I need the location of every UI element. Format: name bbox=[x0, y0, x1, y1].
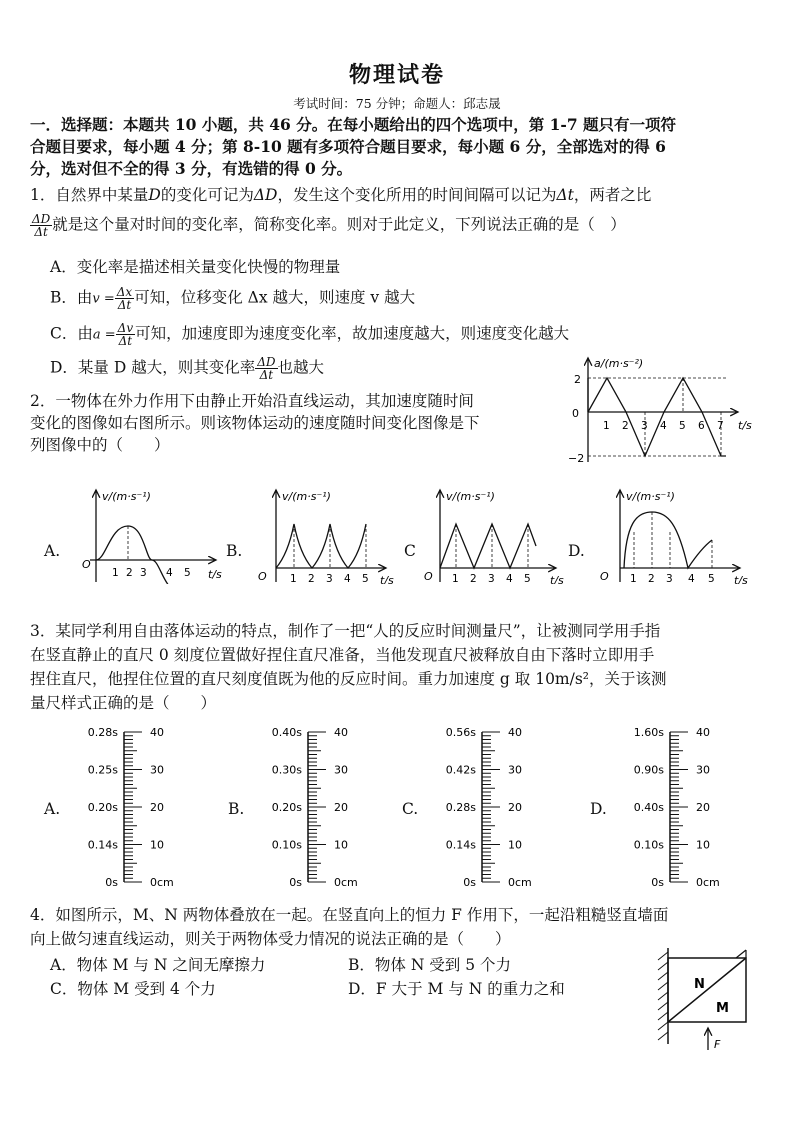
q4-option-b: B．物体 N 受到 5 个力 bbox=[348, 956, 512, 974]
svg-text:4: 4 bbox=[506, 573, 513, 584]
q2-option-b-label: B. bbox=[226, 542, 243, 560]
q4-stem-line1: 4．如图所示，M、N 两物体叠放在一起。在竖直向上的恒力 F 作用下，一起沿粗糙竖直墙面 bbox=[30, 906, 669, 924]
ruler-cm-label: 30 bbox=[508, 763, 522, 777]
ruler-cm-label: 30 bbox=[696, 763, 710, 777]
svg-text:1: 1 bbox=[112, 567, 119, 579]
ruler-cm-label: 10 bbox=[334, 838, 348, 852]
ruler-time-label: 0.10s bbox=[271, 838, 302, 852]
svg-text:3: 3 bbox=[326, 573, 333, 584]
ruler-time-label: 0.28s bbox=[87, 726, 118, 739]
a-tick-x-5: 5 bbox=[679, 420, 686, 432]
ruler-cm-label: 10 bbox=[508, 838, 522, 852]
svg-text:4: 4 bbox=[688, 573, 695, 584]
ruler-cm-label: 10 bbox=[150, 838, 164, 852]
vt-curve-b bbox=[276, 524, 366, 568]
wall-blocks-figure bbox=[650, 944, 760, 1056]
ruler-cm-label: 20 bbox=[508, 801, 522, 814]
q2-stem-line2: 变化的图像如右图所示。则该物体运动的速度随时间变化图像是下 bbox=[30, 414, 480, 432]
svg-text:4: 4 bbox=[344, 573, 351, 584]
a-tick-x-4: 4 bbox=[660, 420, 667, 432]
label-n: N bbox=[694, 977, 705, 992]
svg-text:v/(m·s⁻¹): v/(m·s⁻¹) bbox=[626, 490, 675, 503]
a-xlabel: t/s bbox=[738, 419, 752, 432]
ruler-cm-label: 20 bbox=[696, 801, 710, 814]
q1-option-a: A．变化率是描述相关量变化快慢的物理量 bbox=[50, 258, 341, 276]
svg-text:v/(m·s⁻¹): v/(m·s⁻¹) bbox=[102, 490, 151, 503]
a-origin: 0 bbox=[572, 407, 579, 420]
ruler-time-label: 0.28s bbox=[445, 801, 476, 814]
svg-text:t/s: t/s bbox=[208, 568, 222, 581]
exam-info: 考试时间：75 分钟；命题人：邱志晟 bbox=[293, 96, 501, 111]
q1-option-c: C．由a = $\frac{\Delta v}{\Delta t}$ 可知，加速度即为速度变化率，故加速度越大，则速度变化越大 bbox=[50, 321, 570, 348]
ruler-cm-label: 20 bbox=[150, 801, 164, 814]
vt-graph-c bbox=[420, 484, 580, 584]
ruler-time-label: 0.30s bbox=[271, 763, 302, 777]
svg-text:2: 2 bbox=[648, 573, 655, 584]
a-tick-x-1: 1 bbox=[603, 420, 610, 432]
section-instructions-line1: 一．选择题：本题共 10 小题，共 46 分。在每小题给出的四个选项中，第 1-7 题只有一项符 bbox=[30, 115, 677, 134]
svg-text:O: O bbox=[82, 558, 91, 571]
q3-stem-line2: 在竖直静止的直尺 0 刻度位置做好捏住直尺准备，当他发现直尺被释放自由下落时立即用手 bbox=[30, 646, 655, 664]
ruler-time-label: 0.10s bbox=[633, 838, 664, 852]
ruler-cm-label: 0cm bbox=[696, 876, 720, 889]
vt-curve-d bbox=[624, 512, 712, 568]
ruler-0 bbox=[62, 722, 212, 897]
ruler-time-label: 0s bbox=[105, 876, 118, 889]
a-tick-x-6: 6 bbox=[698, 420, 705, 432]
ruler-3 bbox=[608, 722, 758, 897]
ruler-time-label: 1.60s bbox=[633, 726, 664, 739]
ruler-time-label: 0.14s bbox=[445, 838, 476, 852]
q4-option-d: D．F 大于 M 与 N 的重力之和 bbox=[348, 980, 565, 998]
label-f: F bbox=[714, 1038, 721, 1051]
q4-option-a: A．物体 M 与 N 之间无摩擦力 bbox=[50, 956, 266, 974]
q3-option-label-1: B. bbox=[228, 800, 245, 818]
svg-text:t/s: t/s bbox=[734, 574, 748, 584]
ruler-2 bbox=[420, 722, 570, 897]
q1-stem-line2: $\frac{\Delta D}{\Delta t}$ 就是这个量对时间的变化率，简称变化率。则对于此定义，下列说法正确的是（ ） bbox=[32, 212, 626, 239]
svg-text:3: 3 bbox=[666, 573, 673, 584]
vt-graph-d bbox=[600, 484, 760, 584]
svg-text:5: 5 bbox=[708, 573, 715, 584]
q2-stem-line1: 2．一物体在外力作用下由静止开始沿直线运动，其加速度随时间 bbox=[30, 392, 474, 410]
svg-text:5: 5 bbox=[184, 567, 191, 579]
svg-text:3: 3 bbox=[488, 573, 495, 584]
ruler-cm-label: 0cm bbox=[150, 876, 174, 889]
ruler-time-label: 0.90s bbox=[633, 763, 664, 777]
q4-option-c: C．物体 M 受到 4 个力 bbox=[50, 980, 216, 998]
svg-text:t/s: t/s bbox=[550, 574, 564, 584]
label-m: M bbox=[716, 1001, 729, 1016]
a-tick-y-neg2: −2 bbox=[568, 452, 585, 464]
q3-stem-line3: 捏住直尺，他捏住位置的直尺刻度值既为他的反应时间。重力加速度 g 取 10m/s²，关于该测 bbox=[30, 670, 667, 688]
ruler-time-label: 0s bbox=[289, 876, 302, 889]
q2-stem-line3: 列图像中的（ ） bbox=[30, 436, 170, 454]
svg-text:O: O bbox=[600, 570, 609, 583]
q2-option-a-label: A. bbox=[44, 542, 61, 560]
ruler-time-label: 0.40s bbox=[633, 801, 664, 814]
q2-option-c-label: C bbox=[404, 542, 416, 560]
ruler-time-label: 0.40s bbox=[271, 726, 302, 739]
ruler-cm-label: 40 bbox=[696, 726, 710, 739]
a-tick-y-2: 2 bbox=[574, 373, 581, 386]
ruler-time-label: 0s bbox=[651, 876, 664, 889]
ruler-1 bbox=[246, 722, 396, 897]
ruler-time-label: 0.14s bbox=[87, 838, 118, 852]
ruler-time-label: 0.42s bbox=[445, 763, 476, 777]
svg-text:1: 1 bbox=[290, 573, 297, 584]
block-split bbox=[668, 958, 746, 1022]
svg-text:O: O bbox=[424, 570, 433, 583]
svg-text:2: 2 bbox=[126, 567, 133, 579]
svg-text:1: 1 bbox=[452, 573, 459, 584]
svg-text:5: 5 bbox=[362, 573, 369, 584]
a-tick-x-3: 3 bbox=[641, 420, 648, 432]
q3-option-label-2: C. bbox=[402, 800, 419, 818]
ruler-time-label: 0s bbox=[463, 876, 476, 889]
ruler-cm-label: 30 bbox=[150, 763, 164, 777]
q3-stem-line4: 量尺样式正确的是（ ） bbox=[30, 694, 217, 712]
section-instructions-line3: 分，选对但不全的得 3 分，有选错的得 0 分。 bbox=[30, 159, 353, 178]
q3-option-label-3: D. bbox=[590, 800, 607, 818]
svg-text:1: 1 bbox=[630, 573, 637, 584]
svg-text:4: 4 bbox=[166, 567, 173, 579]
svg-text:5: 5 bbox=[524, 573, 531, 584]
ruler-time-label: 0.25s bbox=[87, 763, 118, 777]
vt-graph-b bbox=[256, 484, 416, 584]
q2-option-d-label: D. bbox=[568, 542, 585, 560]
a-tick-x-7: 7 bbox=[717, 420, 724, 432]
ruler-cm-label: 0cm bbox=[508, 876, 532, 889]
q4-stem-line2: 向上做匀速直线运动，则关于两物体受力情况的说法正确的是（ ） bbox=[30, 930, 511, 948]
q3-option-label-0: A. bbox=[44, 800, 61, 818]
vt-graph-a bbox=[76, 484, 236, 584]
svg-text:t/s: t/s bbox=[380, 574, 394, 584]
vt-curve-c bbox=[440, 524, 536, 568]
ruler-cm-label: 40 bbox=[508, 726, 522, 739]
ruler-cm-label: 10 bbox=[696, 838, 710, 852]
ruler-cm-label: 40 bbox=[334, 726, 348, 739]
ruler-time-label: 0.20s bbox=[271, 801, 302, 814]
svg-text:2: 2 bbox=[470, 573, 477, 584]
svg-text:3: 3 bbox=[140, 567, 147, 579]
svg-text:O: O bbox=[258, 570, 267, 583]
q1-fraction: $\frac{\Delta D}{\Delta t}$ bbox=[32, 212, 51, 239]
ruler-cm-label: 40 bbox=[150, 726, 164, 739]
ruler-cm-label: 30 bbox=[334, 763, 348, 777]
svg-text:2: 2 bbox=[308, 573, 315, 584]
acceleration-time-graph bbox=[566, 352, 766, 464]
svg-text:v/(m·s⁻¹): v/(m·s⁻¹) bbox=[282, 490, 331, 503]
svg-text:v/(m·s⁻¹): v/(m·s⁻¹) bbox=[446, 490, 495, 503]
section-instructions-line2: 合题目要求，每小题 4 分；第 8-10 题有多项符合题目要求，每小题 6 分，全部选对的得 6 bbox=[30, 137, 666, 156]
q1-option-d: D．某量 D 越大，则其变化率 $\frac{\Delta D}{\Delta t}$ 也越大 bbox=[50, 355, 325, 382]
a-ylabel: a/(m·s⁻²) bbox=[594, 357, 644, 370]
a-tick-x-2: 2 bbox=[622, 420, 629, 432]
ruler-cm-label: 0cm bbox=[334, 876, 358, 889]
ruler-time-label: 0.20s bbox=[87, 801, 118, 814]
q1-option-b: B．由v = $\frac{\Delta x}{\Delta t}$ 可知，位移变化 Δx 越大，则速度 v 越大 bbox=[50, 285, 416, 312]
q1-stem-line1: 1．自然界中某量D的变化可记为ΔD，发生这个变化所用的时间间隔可以记为Δt，两者之比 bbox=[30, 186, 652, 204]
a-curve bbox=[588, 378, 726, 456]
q3-stem-line1: 3．某同学利用自由落体运动的特点，制作了一把“人的反应时间测量尺”，让被测同学用手指 bbox=[30, 622, 661, 640]
ruler-time-label: 0.56s bbox=[445, 726, 476, 739]
ruler-cm-label: 20 bbox=[334, 801, 348, 814]
page-title: 物理试卷 bbox=[348, 62, 445, 88]
